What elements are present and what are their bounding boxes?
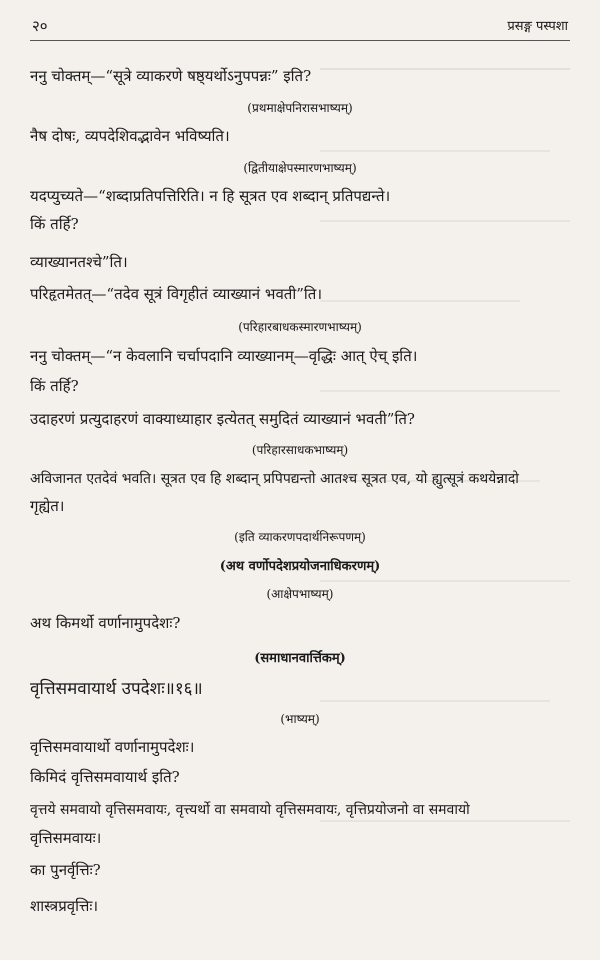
text-line: ननु चोक्तम्—“सूत्रे व्याकरणे षष्ठ्यर्थोऽनुपपन्नः” इति? xyxy=(30,67,312,85)
section-heading: (आक्षेपभाष्यम्) xyxy=(266,587,334,601)
chapter-heading: (अथ वर्णोपदेशप्रयोजनाधिकरणम्) xyxy=(219,559,381,574)
section-heading: (इति व्याकरणपदार्थनिरूपणम्) xyxy=(234,530,366,544)
vartika-line: वृत्तिसमवायार्थ उपदेशः॥१६॥ xyxy=(30,679,203,699)
text-line: व्याख्यानतश्चे”ति। xyxy=(30,253,128,271)
text-line: किं तर्हि? xyxy=(30,377,79,395)
text-line: गृह्येत। xyxy=(30,497,65,515)
section-heading: (भाष्यम्) xyxy=(280,712,320,726)
text-line: वृत्तिसमवायः। xyxy=(30,829,102,847)
section-heading: (द्वितीयाक्षेपस्मारणभाष्यम्) xyxy=(243,161,357,175)
text-line: किं तर्हि? xyxy=(30,215,79,233)
section-heading: (समाधानवार्त्तिकम्) xyxy=(254,651,346,666)
text-line: उदाहरणं प्रत्युदाहरणं वाक्याध्याहार इत्येतत् समुदितं व्याख्यानं भवती”ति? xyxy=(30,410,415,428)
text-line: नैष दोषः, व्यपदेशिवद्भावेन भविष्यति। xyxy=(30,127,230,145)
text-line: परिहृतमेतत्—“तदेव सूत्रं विगृहीतं व्याख्यानं भवती”ति। xyxy=(30,285,323,303)
text-line: यदप्युच्यते—“शब्दाप्रतिपत्तिरिति। न हि सूत्रत एव शब्दान् प्रतिपद्यन्ते। xyxy=(30,187,391,205)
text-line: ननु चोक्तम्—“न केवलानि चर्चापदानि व्याख्यानम्—वृद्धिः आत् ऐच् इति। xyxy=(30,347,418,365)
page-number: २० xyxy=(32,17,48,35)
page-header xyxy=(30,12,570,41)
text-line: किमिदं वृत्तिसमवायार्थ इति? xyxy=(30,768,180,786)
running-title: प्रसङ्ग पस्पशा xyxy=(507,19,568,34)
text-line: अविजानत एतदेवं भवति। सूत्रत एव हि शब्दान् प्रपिपद्यन्तो आतश्च सूत्रत एव, यो ह्युत्सूत्रं कथयेन्नादो xyxy=(30,471,519,487)
section-heading: (परिहारसाधकभाष्यम्) xyxy=(251,443,349,457)
text-line: वृत्तिसमवायार्थो वर्णानामुपदेशः। xyxy=(30,738,195,756)
text-line: वृत्तये समवायो वृत्तिसमवायः, वृत्त्यर्थो वा समवायो वृत्तिसमवायः, वृत्तिप्रयोजनो वा समवायो xyxy=(30,802,470,818)
text-line: अथ किमर्थो वर्णानामुपदेशः? xyxy=(30,614,181,632)
text-line: का पुनर्वृत्तिः? xyxy=(30,861,101,879)
section-heading: (प्रथमाक्षेपनिरासभाष्यम्) xyxy=(247,101,353,115)
text-line: शास्त्रप्रवृत्तिः। xyxy=(30,897,99,915)
section-heading: (परिहारबाधकस्मारणभाष्यम्) xyxy=(238,320,362,334)
